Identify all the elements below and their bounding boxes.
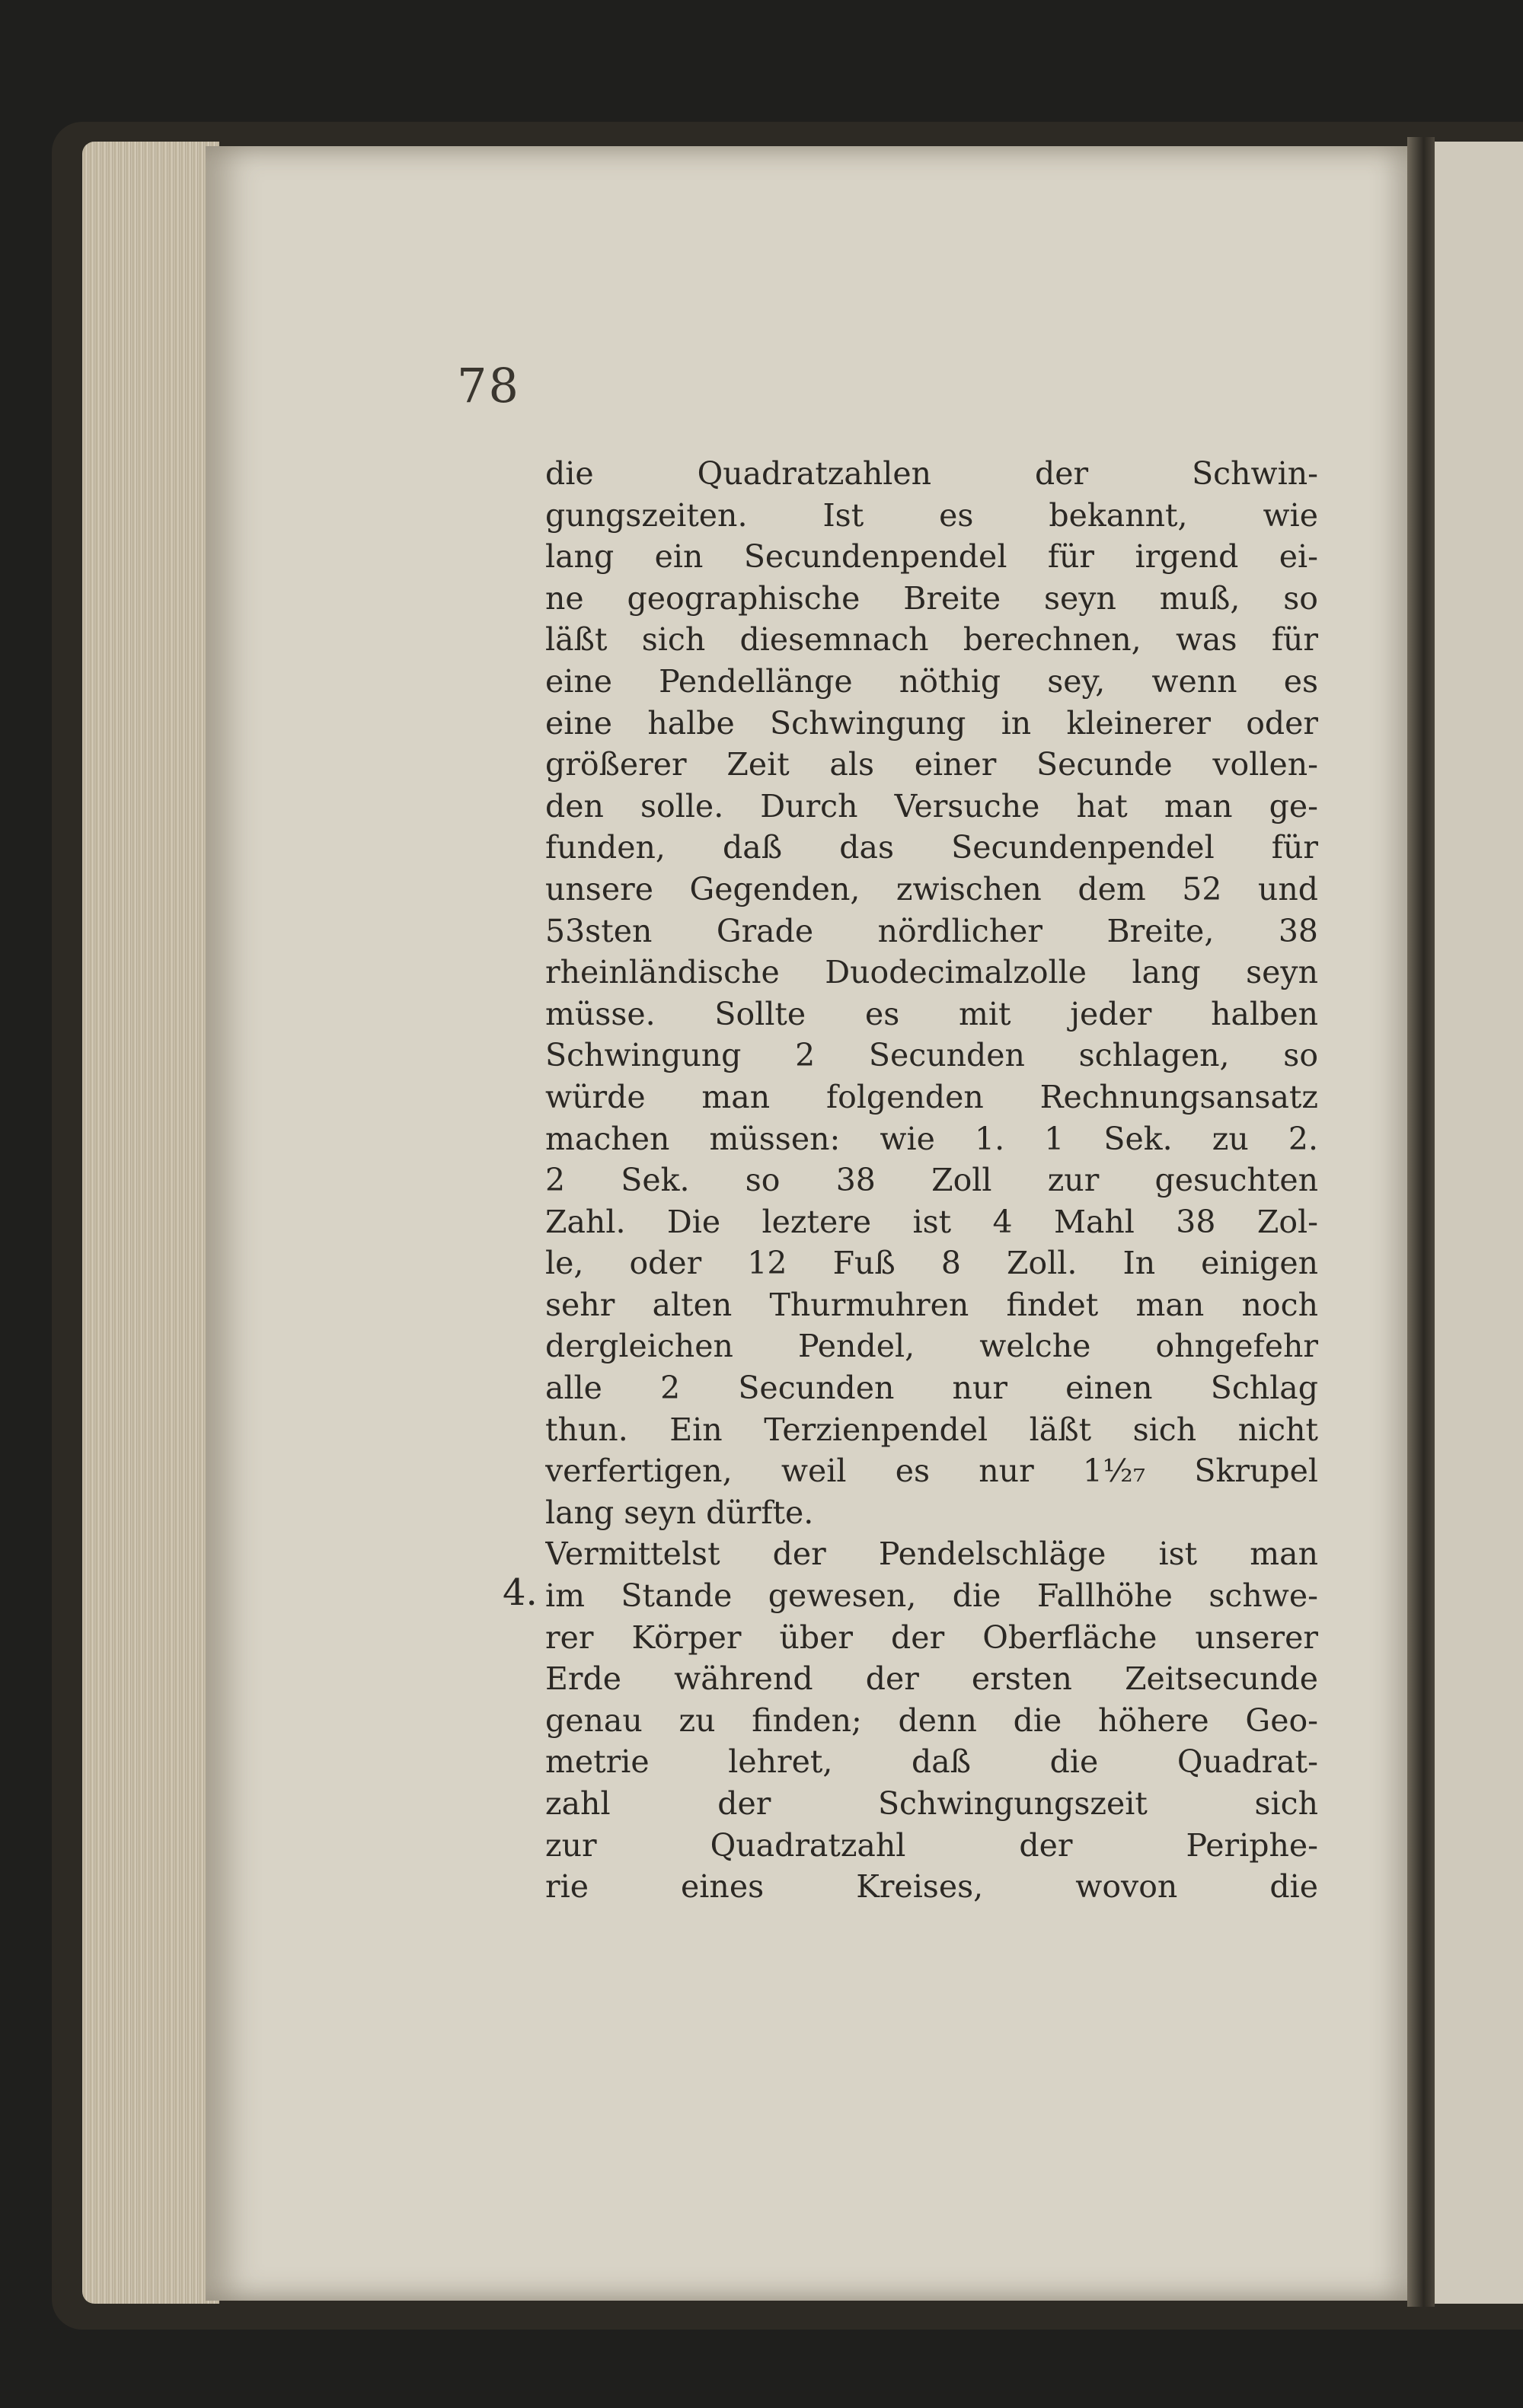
text-line: ne geographische Breite seyn muß, so: [545, 579, 1318, 617]
text-line: verfertigen, weil es nur 1½₇ Skrupel: [545, 1453, 1318, 1490]
text-line: dergleichen Pendel, welche ohngefehr: [545, 1328, 1318, 1365]
text-line: den solle. Durch Versuche hat man ge-: [545, 787, 1318, 824]
text-line: eine halbe Schwingung in kleinerer oder: [545, 704, 1318, 742]
text-line: thun. Ein Terzienpendel läßt sich nicht: [545, 1411, 1318, 1448]
text-line: genau zu finden; denn die höhere Geo-: [545, 1702, 1318, 1739]
text-line: läßt sich diesemnach berechnen, was für: [545, 621, 1318, 659]
page-edges: [82, 142, 219, 2304]
text-line: rheinländische Duodecimalzolle lang seyn: [545, 954, 1318, 991]
text-line: eine Pendellänge nöthig sey, wenn es: [545, 662, 1318, 700]
text-line: Zahl. Die leztere ist 4 Mahl 38 Zol-: [545, 1203, 1318, 1240]
text-line: Vermittelst der Pendelschläge ist man: [545, 1536, 1318, 1573]
text-line: lang ein Secundenpendel für irgend ei-: [545, 538, 1318, 576]
text-line: funden, daß das Secundenpendel für: [545, 829, 1318, 866]
text-line: müsse. Sollte es mit jeder halben: [545, 995, 1318, 1032]
text-line: 2 Sek. so 38 Zoll zur gesuchten: [545, 1162, 1318, 1199]
facing-page-edge: [1435, 142, 1523, 2304]
text-line: rer Körper über der Oberfläche unserer: [545, 1619, 1318, 1656]
text-line: le, oder 12 Fuß 8 Zoll. In einigen: [545, 1245, 1318, 1282]
text-line: machen müssen: wie 1. 1 Sek. zu 2.: [545, 1120, 1318, 1157]
book-gutter: [1407, 137, 1435, 2307]
text-line: alle 2 Secunden nur einen Schlag: [545, 1370, 1318, 1407]
paragraph-marker: 4.: [503, 1571, 538, 1614]
text-line: Erde während der ersten Zeitsecunde: [545, 1660, 1318, 1698]
body-text: [545, 453, 1318, 1908]
text-line: sehr alten Thurmuhren findet man noch: [545, 1286, 1318, 1323]
text-line: im Stande gewesen, die Fallhöhe schwe-: [545, 1577, 1318, 1615]
text-line: zahl der Schwingungszeit sich: [545, 1785, 1318, 1822]
text-line: würde man folgenden Rechnungsansatz: [545, 1078, 1318, 1115]
text-line: lang seyn dürfte.: [545, 1494, 814, 1531]
text-line: gungszeiten. Ist es bekannt, wie: [545, 496, 1318, 534]
text-line: 53sten Grade nördlicher Breite, 38: [545, 912, 1318, 949]
text-line: rie eines Kreises, wovon die: [545, 1868, 1318, 1906]
page-number: 78: [457, 358, 520, 413]
text-line: die Quadratzahlen der Schwin-: [545, 455, 1318, 492]
text-line: Schwingung 2 Secunden schlagen, so: [545, 1037, 1318, 1074]
text-line: metrie lehret, daß die Quadrat-: [545, 1743, 1318, 1781]
text-line: größerer Zeit als einer Secunde vollen-: [545, 746, 1318, 783]
text-line: unsere Gegenden, zwischen dem 52 und: [545, 870, 1318, 907]
text-line: zur Quadratzahl der Periphe-: [545, 1826, 1318, 1864]
